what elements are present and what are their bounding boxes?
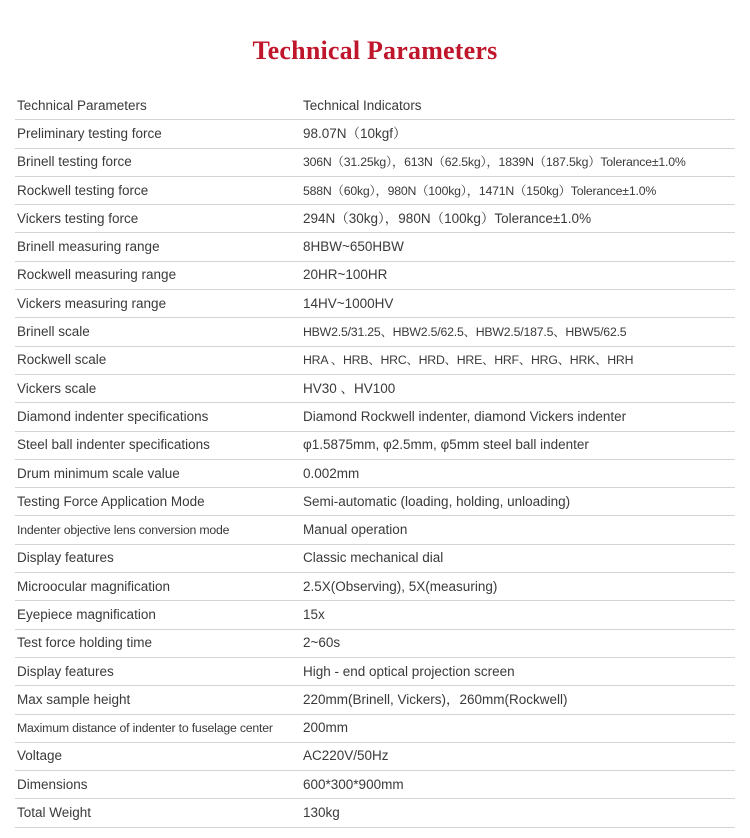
parameter-name: Vickers testing force [15,205,295,233]
table-header-row [15,92,735,120]
parameter-value: 200mm [295,714,735,742]
parameter-value: Diamond Rockwell indenter, diamond Vickers indenter [295,403,735,431]
parameter-name: Rockwell scale [15,346,295,374]
table-row [15,374,735,402]
table-row [15,120,735,148]
parameter-name: Display features [15,657,295,685]
parameter-value: 8HBW~650HBW [295,233,735,261]
parameter-value: HRA 、HRB、HRC、HRD、HRE、HRF、HRG、HRK、HRH [295,346,735,374]
parameter-name: Maximum distance of indenter to fuselage center [15,714,295,742]
table-row [15,544,735,572]
table-body [15,92,735,827]
parameter-name: Steel ball indenter specifications [15,431,295,459]
table-row [15,346,735,374]
parameter-name: Preliminary testing force [15,120,295,148]
table-row [15,488,735,516]
parameter-value: 0.002mm [295,459,735,487]
parameter-name: Indenter objective lens conversion mode [15,516,295,544]
parameter-name: Brinell measuring range [15,233,295,261]
parameter-name: Rockwell testing force [15,176,295,204]
table-row [15,714,735,742]
table-row [15,799,735,827]
column-header-parameters: Technical Parameters [15,92,295,120]
table-row [15,233,735,261]
table-row [15,516,735,544]
table-row [15,431,735,459]
parameter-name: Vickers measuring range [15,290,295,318]
parameter-name: Eyepiece magnification [15,601,295,629]
parameter-name: Brinell testing force [15,148,295,176]
parameter-name: Total Weight [15,799,295,827]
parameter-name: Brinell scale [15,318,295,346]
parameter-value: 14HV~1000HV [295,290,735,318]
parameter-value: High - end optical projection screen [295,657,735,685]
parameter-name: Vickers scale [15,374,295,402]
page-title: Technical Parameters [252,36,498,65]
table-row [15,318,735,346]
table-row [15,771,735,799]
parameter-value: HV30 、HV100 [295,374,735,402]
table-row [15,629,735,657]
parameter-value: 294N（30kg），980N（100kg）Tolerance±1.0% [295,205,735,233]
parameter-name: Dimensions [15,771,295,799]
table-row [15,205,735,233]
table-row [15,686,735,714]
parameter-value: HBW2.5/31.25、HBW2.5/62.5、HBW2.5/187.5、HBW5/62.5 [295,318,735,346]
parameter-name: Display features [15,544,295,572]
table-row [15,459,735,487]
parameter-value: 2~60s [295,629,735,657]
technical-parameters-table [15,92,735,828]
parameter-value: 220mm(Brinell, Vickers)，260mm(Rockwell) [295,686,735,714]
parameter-name: Rockwell measuring range [15,261,295,289]
parameter-value: 98.07N（10kgf） [295,120,735,148]
parameter-name: Diamond indenter specifications [15,403,295,431]
parameter-value: 588N（60kg），980N（100kg），1471N（150kg）Tolerance±1.0% [295,176,735,204]
table-row [15,573,735,601]
parameter-value: Semi-automatic (loading, holding, unloading) [295,488,735,516]
parameter-value: 130kg [295,799,735,827]
parameter-value: 20HR~100HR [295,261,735,289]
parameter-value: Classic mechanical dial [295,544,735,572]
parameter-value: 306N（31.25kg），613N（62.5kg），1839N（187.5kg）Tolerance±1.0% [295,148,735,176]
parameter-value: φ1.5875mm, φ2.5mm, φ5mm steel ball indenter [295,431,735,459]
parameter-value: Manual operation [295,516,735,544]
parameter-name: Drum minimum scale value [15,459,295,487]
parameter-value: 600*300*900mm [295,771,735,799]
table-row [15,261,735,289]
parameter-name: Test force holding time [15,629,295,657]
parameter-name: Max sample height [15,686,295,714]
table-row [15,742,735,770]
table-row [15,290,735,318]
parameter-name: Testing Force Application Mode [15,488,295,516]
table-row [15,403,735,431]
parameter-value: 15x [295,601,735,629]
parameter-name: Voltage [15,742,295,770]
parameter-value: 2.5X(Observing), 5X(measuring) [295,573,735,601]
column-header-indicators: Technical Indicators [295,92,735,120]
parameter-value: AC220V/50Hz [295,742,735,770]
table-row [15,657,735,685]
parameter-name: Microocular magnification [15,573,295,601]
table-row [15,148,735,176]
table-row [15,601,735,629]
table-row [15,176,735,204]
